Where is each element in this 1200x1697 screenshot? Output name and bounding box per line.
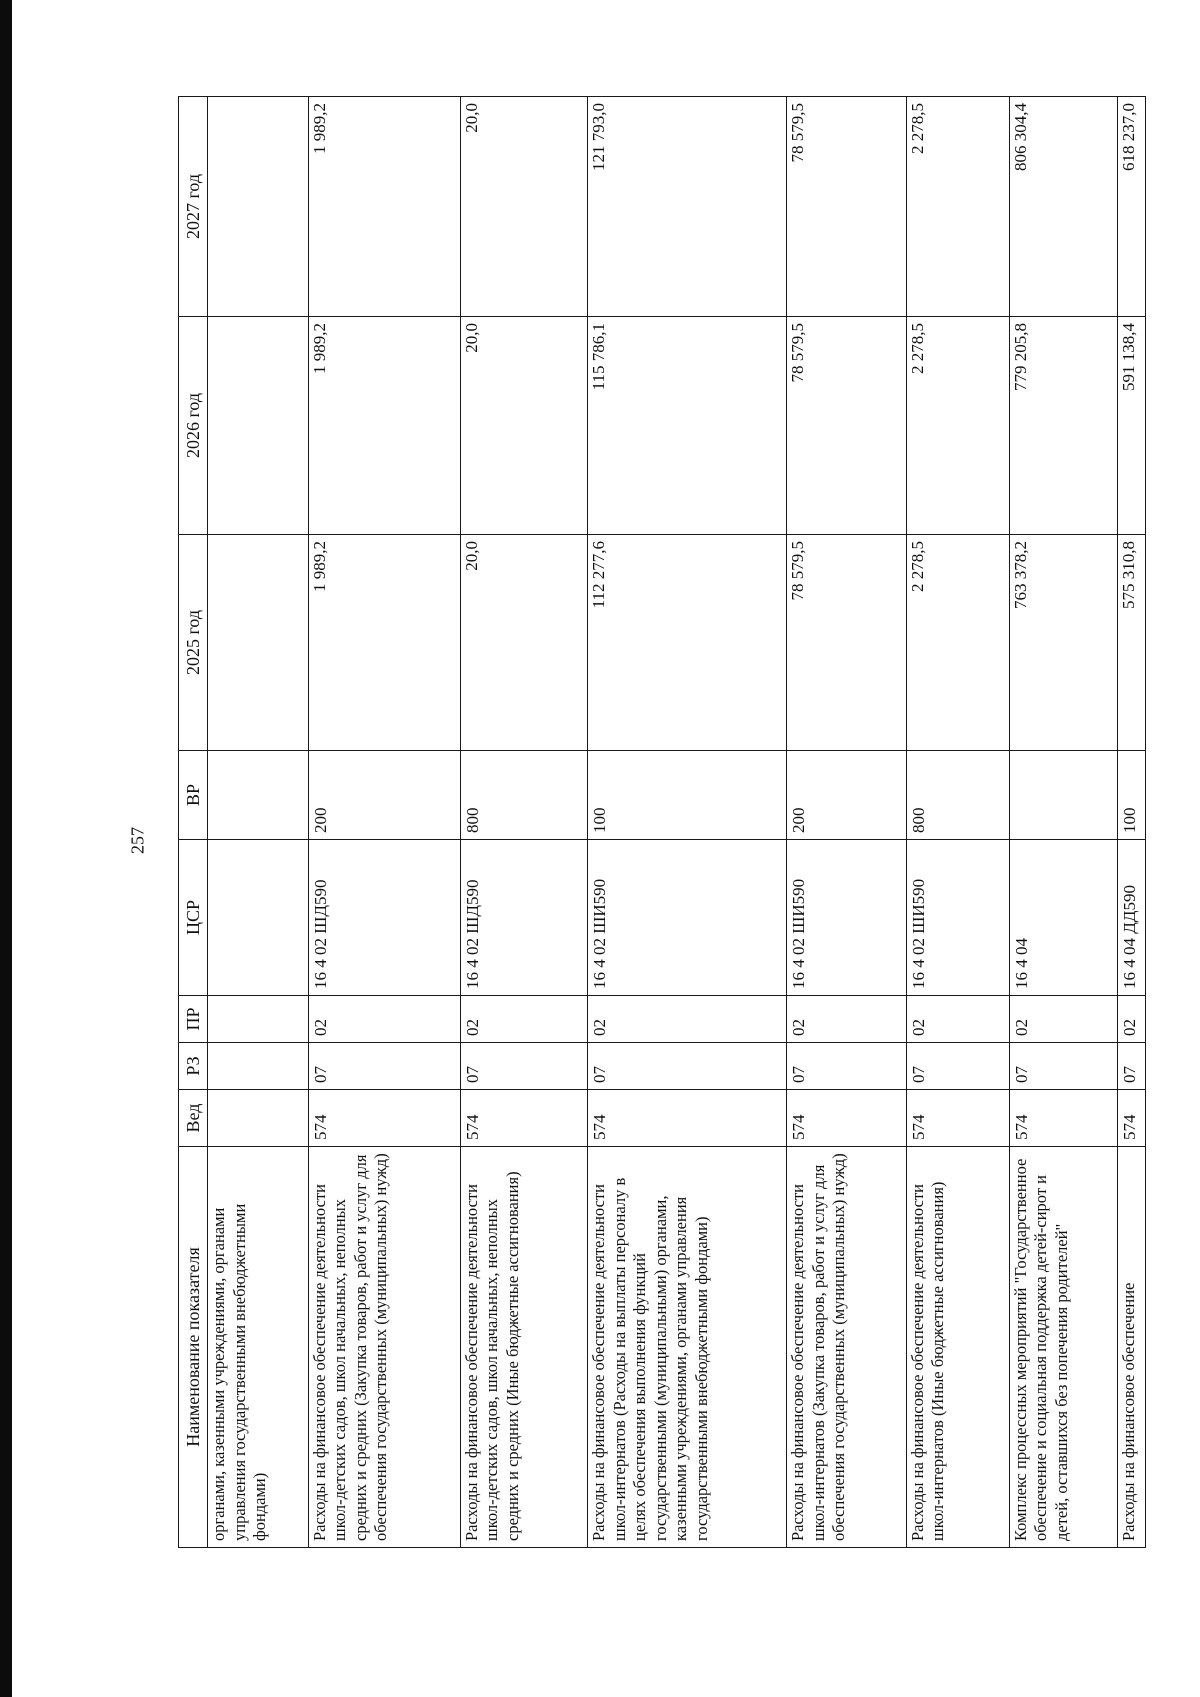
header-rz: РЗ (179, 1043, 208, 1090)
cell-ved: 574 (1009, 1090, 1117, 1147)
budget-table (178, 96, 1146, 1548)
table-row (906, 97, 1009, 1548)
table-row (1118, 97, 1146, 1548)
cell-csr: 16 4 04 ДД590 (1118, 840, 1146, 996)
cell-2025: 78 579,5 (787, 535, 907, 751)
cell-rz: 07 (460, 1043, 587, 1090)
table-row (1009, 97, 1117, 1548)
cell-2025: 575 310,8 (1118, 535, 1146, 751)
table-row (460, 97, 587, 1548)
cell-ved: 574 (308, 1090, 460, 1147)
table-row (588, 97, 787, 1548)
cell-rz: 07 (1118, 1043, 1146, 1090)
table-header-row (179, 97, 208, 1548)
cell-pr (208, 996, 309, 1043)
cell-csr: 16 4 02 ШД590 (308, 840, 460, 996)
cell-rz: 07 (1009, 1043, 1117, 1090)
table-row (208, 97, 309, 1548)
table-row (787, 97, 907, 1548)
cell-ved (208, 1090, 309, 1147)
cell-name: Расходы на финансовое обеспечение деятельности школ-детских садов, школ начальных, неполных средних и средних (Закупка товаров, работ и услуг для обеспечения государственных (муниципальных) нужд) (308, 1147, 460, 1548)
cell-vr: 200 (787, 751, 907, 840)
cell-vr (208, 751, 309, 840)
cell-rz: 07 (906, 1043, 1009, 1090)
cell-name: Расходы на финансовое обеспечение деятельности школ-интернатов (Иные бюджетные ассигнования) (906, 1147, 1009, 1548)
cell-2026: 591 138,4 (1118, 317, 1146, 535)
cell-vr: 100 (1118, 751, 1146, 840)
header-pr: ПР (179, 996, 208, 1043)
cell-pr: 02 (308, 996, 460, 1043)
cell-name: Расходы на финансовое обеспечение деятельности школ-интернатов (Расходы на выплаты персоналу в целях обеспечения выполнения функций государственными (муниципальными) органами, казенными учреждениями, органами управления государственными внебюджетными фондами) (588, 1147, 787, 1548)
cell-2025: 20,0 (460, 535, 587, 751)
cell-rz: 07 (787, 1043, 907, 1090)
cell-name: Расходы на финансовое обеспечение деятельности школ-детских садов, школ начальных, неполных средних и средних (Иные бюджетные ассигнования) (460, 1147, 587, 1548)
cell-csr: 16 4 02 ШД590 (460, 840, 587, 996)
page-number: 257 (127, 827, 148, 854)
header-ved: Вед (179, 1090, 208, 1147)
cell-name: Расходы на финансовое обеспечение деятельности школ-интернатов (Закупка товаров, работ и услуг для обеспечения государственных (муниципальных) нужд) (787, 1147, 907, 1548)
cell-2025: 763 378,2 (1009, 535, 1117, 751)
cell-vr: 800 (906, 751, 1009, 840)
header-vr: ВР (179, 751, 208, 840)
cell-ved: 574 (460, 1090, 587, 1147)
cell-pr: 02 (906, 996, 1009, 1043)
cell-csr (208, 840, 309, 996)
cell-ved: 574 (906, 1090, 1009, 1147)
header-2027: 2027 год (179, 97, 208, 317)
cell-vr (1009, 751, 1117, 840)
cell-vr: 800 (460, 751, 587, 840)
cell-pr: 02 (588, 996, 787, 1043)
cell-pr: 02 (1009, 996, 1117, 1043)
scan-edge (0, 0, 12, 1697)
cell-rz: 07 (588, 1043, 787, 1090)
cell-2027: 1 989,2 (308, 97, 460, 317)
header-2025: 2025 год (179, 535, 208, 751)
cell-name: органами, казенными учреждениями, органами управления государственными внебюджетными фондами) (208, 1147, 309, 1548)
cell-2027: 2 278,5 (906, 97, 1009, 317)
cell-ved: 574 (1118, 1090, 1146, 1147)
cell-vr: 200 (308, 751, 460, 840)
cell-2026: 115 786,1 (588, 317, 787, 535)
cell-name: Расходы на финансовое обеспечение (1118, 1147, 1146, 1548)
cell-csr: 16 4 04 (1009, 840, 1117, 996)
cell-pr: 02 (1118, 996, 1146, 1043)
cell-2027: 78 579,5 (787, 97, 907, 317)
cell-2025: 2 278,5 (906, 535, 1009, 751)
header-name: Наименование показателя (179, 1147, 208, 1548)
budget-table-container (178, 97, 1146, 1548)
cell-2026: 2 278,5 (906, 317, 1009, 535)
cell-2026: 1 989,2 (308, 317, 460, 535)
cell-2026 (208, 317, 309, 535)
cell-2026: 779 205,8 (1009, 317, 1117, 535)
cell-ved: 574 (787, 1090, 907, 1147)
cell-pr: 02 (787, 996, 907, 1043)
cell-2026: 78 579,5 (787, 317, 907, 535)
cell-rz (208, 1043, 309, 1090)
cell-2027 (208, 97, 309, 317)
cell-2027: 806 304,4 (1009, 97, 1117, 317)
cell-pr: 02 (460, 996, 587, 1043)
cell-csr: 16 4 02 ШИ590 (588, 840, 787, 996)
cell-name: Комплекс процессных мероприятий "Государственное обеспечение и социальная поддержка детей-сирот и детей, оставшихся без попечения родителей" (1009, 1147, 1117, 1548)
cell-2025: 112 277,6 (588, 535, 787, 751)
cell-2027: 20,0 (460, 97, 587, 317)
cell-2025: 1 989,2 (308, 535, 460, 751)
header-2026: 2026 год (179, 317, 208, 535)
cell-2025 (208, 535, 309, 751)
cell-csr: 16 4 02 ШИ590 (787, 840, 907, 996)
cell-ved: 574 (588, 1090, 787, 1147)
cell-2027: 121 793,0 (588, 97, 787, 317)
cell-rz: 07 (308, 1043, 460, 1090)
cell-2027: 618 237,0 (1118, 97, 1146, 317)
cell-2026: 20,0 (460, 317, 587, 535)
header-csr: ЦСР (179, 840, 208, 996)
table-row (308, 97, 460, 1548)
cell-csr: 16 4 02 ШИ590 (906, 840, 1009, 996)
cell-vr: 100 (588, 751, 787, 840)
